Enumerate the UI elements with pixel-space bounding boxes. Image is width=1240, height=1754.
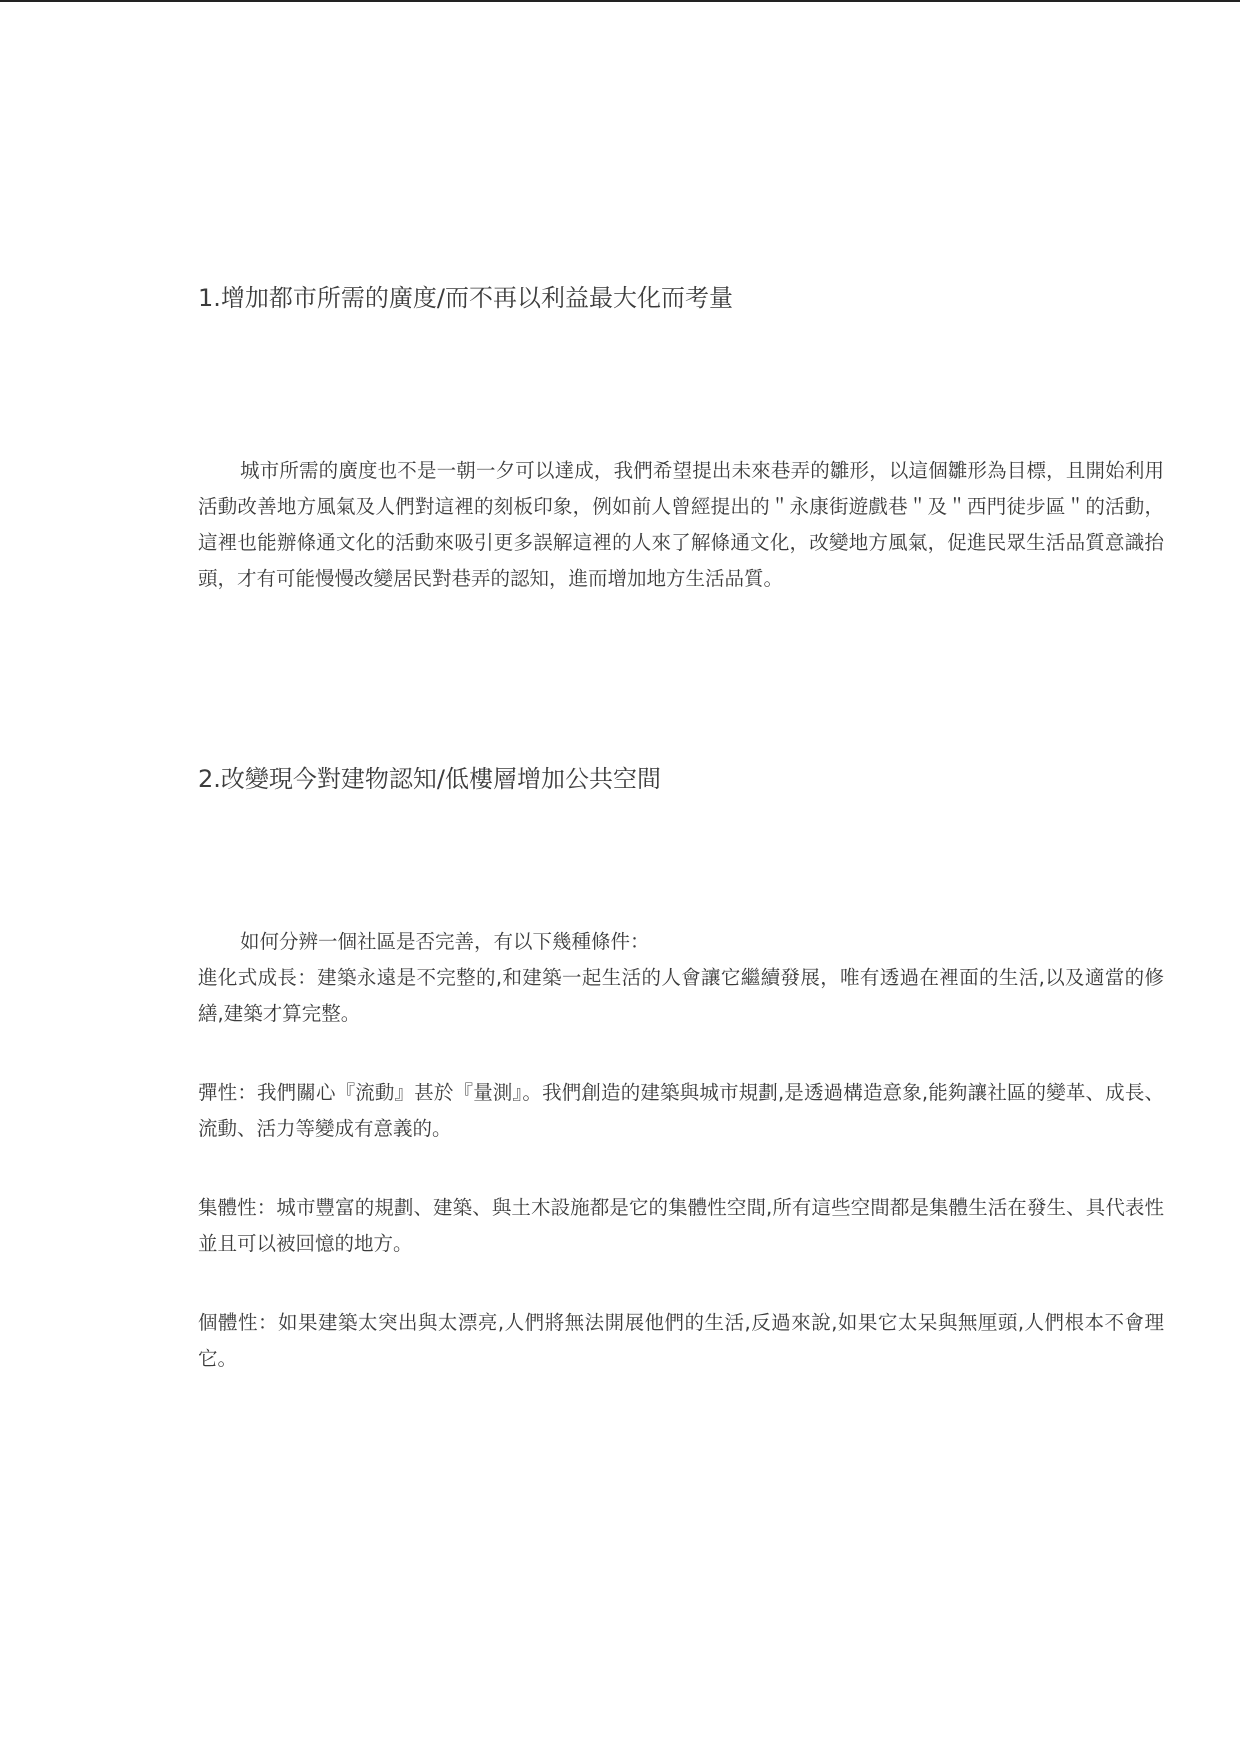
condition-collectivity: 集體性：城市豐富的規劃、建築、與土木設施都是它的集體性空間,所有這些空間都是集體生活在發生、具代表性並且可以被回憶的地方。	[198, 1196, 1164, 1255]
condition-evolutionary-growth: 進化式成長：建築永遠是不完整的,和建築一起生活的人會讓它繼續發展，唯有透過在裡面的生活,以及適當的修繕,建築才算完整。	[198, 966, 1164, 1025]
section-2-heading: 2.改變現今對建物認知/低樓層增加公共空間	[198, 765, 661, 793]
condition-individuality: 個體性：如果建築太突出與太漂亮,人們將無法開展他們的生活,反過來說,如果它太呆與無厘頭,人們根本不會理它。	[198, 1311, 1164, 1370]
section-1-paragraph: 城市所需的廣度也不是一朝一夕可以達成，我們希望提出未來巷弄的雛形，以這個雛形為目標，且開始利用活動改善地方風氣及人們對這裡的刻板印象，例如前人曾經提出的＂永康街遊戲巷＂及＂西門徒步區＂的活動，這裡也能辦條通文化的活動來吸引更多誤解這裡的人來了解條通文化，改變地方風氣，促進民眾生活品質意識抬頭，才有可能慢慢改變居民對巷弄的認知，進而增加地方生活品質。	[198, 459, 1164, 590]
section-1-heading: 1.增加都市所需的廣度/而不再以利益最大化而考量	[198, 284, 733, 312]
condition-flexibility: 彈性：我們關心『流動』甚於『量測』。我們創造的建築與城市規劃,是透過構造意象,能夠讓社區的變革、成長、流動、活力等變成有意義的。	[198, 1081, 1164, 1140]
top-border-line	[0, 0, 1240, 2]
section-2-intro: 如何分辨一個社區是否完善，有以下幾種條件：	[240, 930, 650, 953]
